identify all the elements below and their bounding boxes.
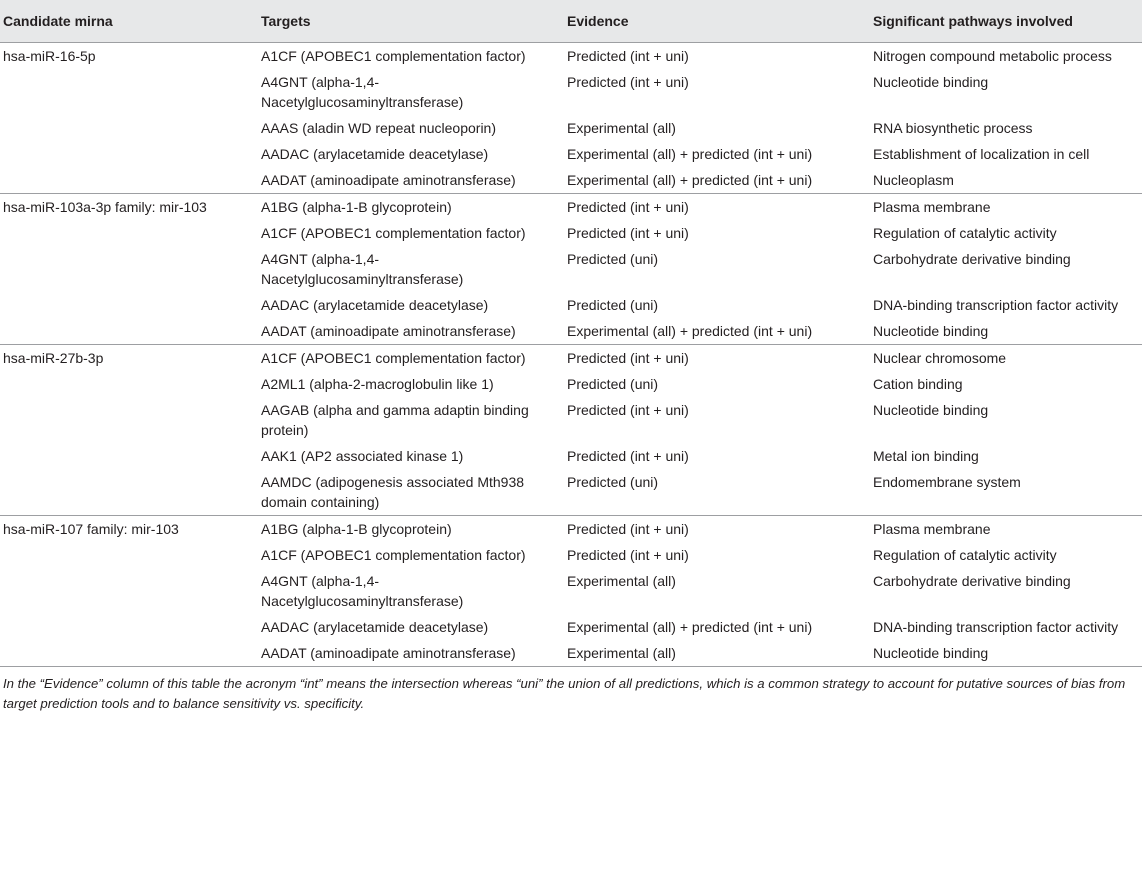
cell-target: AADAC (arylacetamide deacetylase) xyxy=(261,297,489,313)
cell-target: A1CF (APOBEC1 complementation factor) xyxy=(261,48,526,64)
cell-pathway: RNA biosynthetic process xyxy=(873,120,1033,136)
cell-candidate-mirna xyxy=(0,167,257,194)
cell-evidence: Experimental (all) xyxy=(567,120,676,136)
cell-target: A2ML1 (alpha-2-macroglobulin like 1) xyxy=(261,376,494,392)
table-row xyxy=(0,640,1142,667)
cell-pathway: Nucleoplasm xyxy=(873,172,954,188)
cell-evidence: Experimental (all) + predicted (int + uni) xyxy=(567,146,813,162)
table-row xyxy=(0,318,1142,345)
cell-target: AAK1 (AP2 associated kinase 1) xyxy=(261,448,464,464)
cell-target: AAAS (aladin WD repeat nucleoporin) xyxy=(261,120,497,136)
column-header-candidate-mirna: Candidate mirna xyxy=(0,0,257,43)
cell-evidence: Predicted (int + uni) xyxy=(567,48,689,64)
cell-candidate-mirna xyxy=(0,292,257,318)
table-row xyxy=(0,443,1142,469)
cell-target: AAMDC (adipogenesis associated Mth938 domain containing) xyxy=(261,474,525,510)
cell-target: A1CF (APOBEC1 complementation factor) xyxy=(261,225,526,241)
column-header-pathways: Significant pathways involved xyxy=(869,0,1142,43)
cell-evidence: Predicted (int + uni) xyxy=(563,345,869,372)
table-row xyxy=(0,345,1142,372)
cell-candidate-mirna xyxy=(0,443,257,469)
cell-candidate-mirna xyxy=(0,69,257,115)
cell-candidate-mirna xyxy=(0,568,257,614)
table-row xyxy=(0,469,1142,516)
cell-evidence: Predicted (uni) xyxy=(567,376,659,392)
column-header-evidence: Evidence xyxy=(563,0,869,43)
cell-pathway: Establishment of localization in cell xyxy=(873,146,1090,162)
cell-pathway: Carbohydrate derivative binding xyxy=(873,251,1071,267)
cell-pathway: Nucleotide binding xyxy=(873,323,989,339)
cell-evidence: Predicted (int + uni) xyxy=(567,225,689,241)
cell-evidence: Experimental (all) + predicted (int + uni) xyxy=(567,172,813,188)
cell-pathway: Plasma membrane xyxy=(869,194,1142,221)
table-row xyxy=(0,397,1142,443)
cell-target: AADAC (arylacetamide deacetylase) xyxy=(261,619,489,635)
cell-candidate-mirna xyxy=(0,542,257,568)
cell-candidate-mirna xyxy=(0,220,257,246)
cell-pathway: Cation binding xyxy=(873,376,963,392)
table-row xyxy=(0,115,1142,141)
cell-evidence: Experimental (all) xyxy=(567,573,676,589)
cell-candidate-mirna xyxy=(0,640,257,667)
cell-pathway: Nuclear chromosome xyxy=(869,345,1142,372)
cell-target: A1BG (alpha-1-B glycoprotein) xyxy=(257,516,563,543)
table-row xyxy=(0,220,1142,246)
table-row xyxy=(0,568,1142,614)
table-row xyxy=(0,292,1142,318)
cell-evidence: Predicted (int + uni) xyxy=(567,547,689,563)
table-row xyxy=(0,542,1142,568)
cell-target: AADAT (aminoadipate aminotransferase) xyxy=(257,640,563,667)
cell-evidence: Predicted (uni) xyxy=(567,297,659,313)
cell-pathway: Nucleotide binding xyxy=(873,74,989,90)
cell-candidate-mirna xyxy=(0,246,257,292)
cell-evidence: Predicted (int + uni) xyxy=(567,402,689,418)
cell-evidence: Experimental (all) + predicted (int + uni) xyxy=(567,323,813,339)
cell-candidate-mirna: hsa-miR-103a-3p family: mir-103 xyxy=(0,194,257,221)
cell-pathway: Endomembrane system xyxy=(873,474,1021,490)
cell-target: A4GNT (alpha-1,4-Nacetylglucosaminyltransferase) xyxy=(261,74,464,110)
table-footnote: In the “Evidence” column of this table the acronym “int” means the intersection whereas “uni” the union of all predictions, which is a common strategy to account for putative sources of bias from target prediction tools and to balance sensitivity vs. specificity. xyxy=(3,676,1126,711)
cell-pathway: Metal ion binding xyxy=(873,448,979,464)
cell-evidence: Predicted (uni) xyxy=(567,474,659,490)
cell-target: A1CF (APOBEC1 complementation factor) xyxy=(261,547,526,563)
table-row xyxy=(0,43,1142,70)
cell-evidence: Predicted (int + uni) xyxy=(567,448,689,464)
cell-target: AADAT (aminoadipate aminotransferase) xyxy=(261,323,516,339)
cell-candidate-mirna xyxy=(0,397,257,443)
cell-candidate-mirna: hsa-miR-107 family: mir-103 xyxy=(0,516,257,543)
table-row xyxy=(0,69,1142,115)
cell-evidence: Experimental (all) + predicted (int + uni) xyxy=(567,619,813,635)
table-row xyxy=(0,614,1142,640)
cell-evidence: Experimental (all) xyxy=(563,640,869,667)
cell-target: AAGAB (alpha and gamma adaptin binding protein) xyxy=(261,402,529,438)
header-row xyxy=(0,0,1142,43)
cell-candidate-mirna xyxy=(0,469,257,516)
cell-pathway: Nucleotide binding xyxy=(869,640,1142,667)
cell-pathway: DNA-binding transcription factor activity xyxy=(873,619,1119,635)
table-body xyxy=(0,43,1142,667)
cell-candidate-mirna xyxy=(0,115,257,141)
cell-pathway: Regulation of catalytic activity xyxy=(873,547,1057,563)
table-row xyxy=(0,516,1142,543)
cell-target: A4GNT (alpha-1,4-Nacetylglucosaminyltransferase) xyxy=(261,251,464,287)
table-row xyxy=(0,371,1142,397)
cell-evidence: Predicted (uni) xyxy=(567,251,659,267)
cell-candidate-mirna: hsa-miR-16-5p xyxy=(3,48,96,64)
table-row xyxy=(0,167,1142,194)
cell-pathway: Regulation of catalytic activity xyxy=(873,225,1057,241)
cell-pathway: Plasma membrane xyxy=(869,516,1142,543)
table-row xyxy=(0,141,1142,167)
cell-evidence: Predicted (int + uni) xyxy=(567,74,689,90)
table-row xyxy=(0,194,1142,221)
cell-pathway: Nitrogen compound metabolic process xyxy=(873,48,1112,64)
cell-target: A1CF (APOBEC1 complementation factor) xyxy=(257,345,563,372)
cell-target: AADAT (aminoadipate aminotransferase) xyxy=(261,172,516,188)
cell-candidate-mirna: hsa-miR-27b-3p xyxy=(0,345,257,372)
cell-pathway: Carbohydrate derivative binding xyxy=(873,573,1071,589)
cell-target: AADAC (arylacetamide deacetylase) xyxy=(261,146,489,162)
table-row xyxy=(0,246,1142,292)
cell-evidence: Predicted (int + uni) xyxy=(563,516,869,543)
column-header-targets: Targets xyxy=(257,0,563,43)
cell-pathway: Nucleotide binding xyxy=(873,402,989,418)
cell-candidate-mirna xyxy=(0,318,257,345)
table-header xyxy=(0,0,1142,43)
cell-pathway: DNA-binding transcription factor activity xyxy=(873,297,1119,313)
cell-target: A4GNT (alpha-1,4-Nacetylglucosaminyltransferase) xyxy=(261,573,464,609)
cell-evidence: Predicted (int + uni) xyxy=(563,194,869,221)
cell-target: A1BG (alpha-1-B glycoprotein) xyxy=(257,194,563,221)
cell-candidate-mirna xyxy=(0,141,257,167)
cell-candidate-mirna xyxy=(0,614,257,640)
cell-candidate-mirna xyxy=(0,371,257,397)
